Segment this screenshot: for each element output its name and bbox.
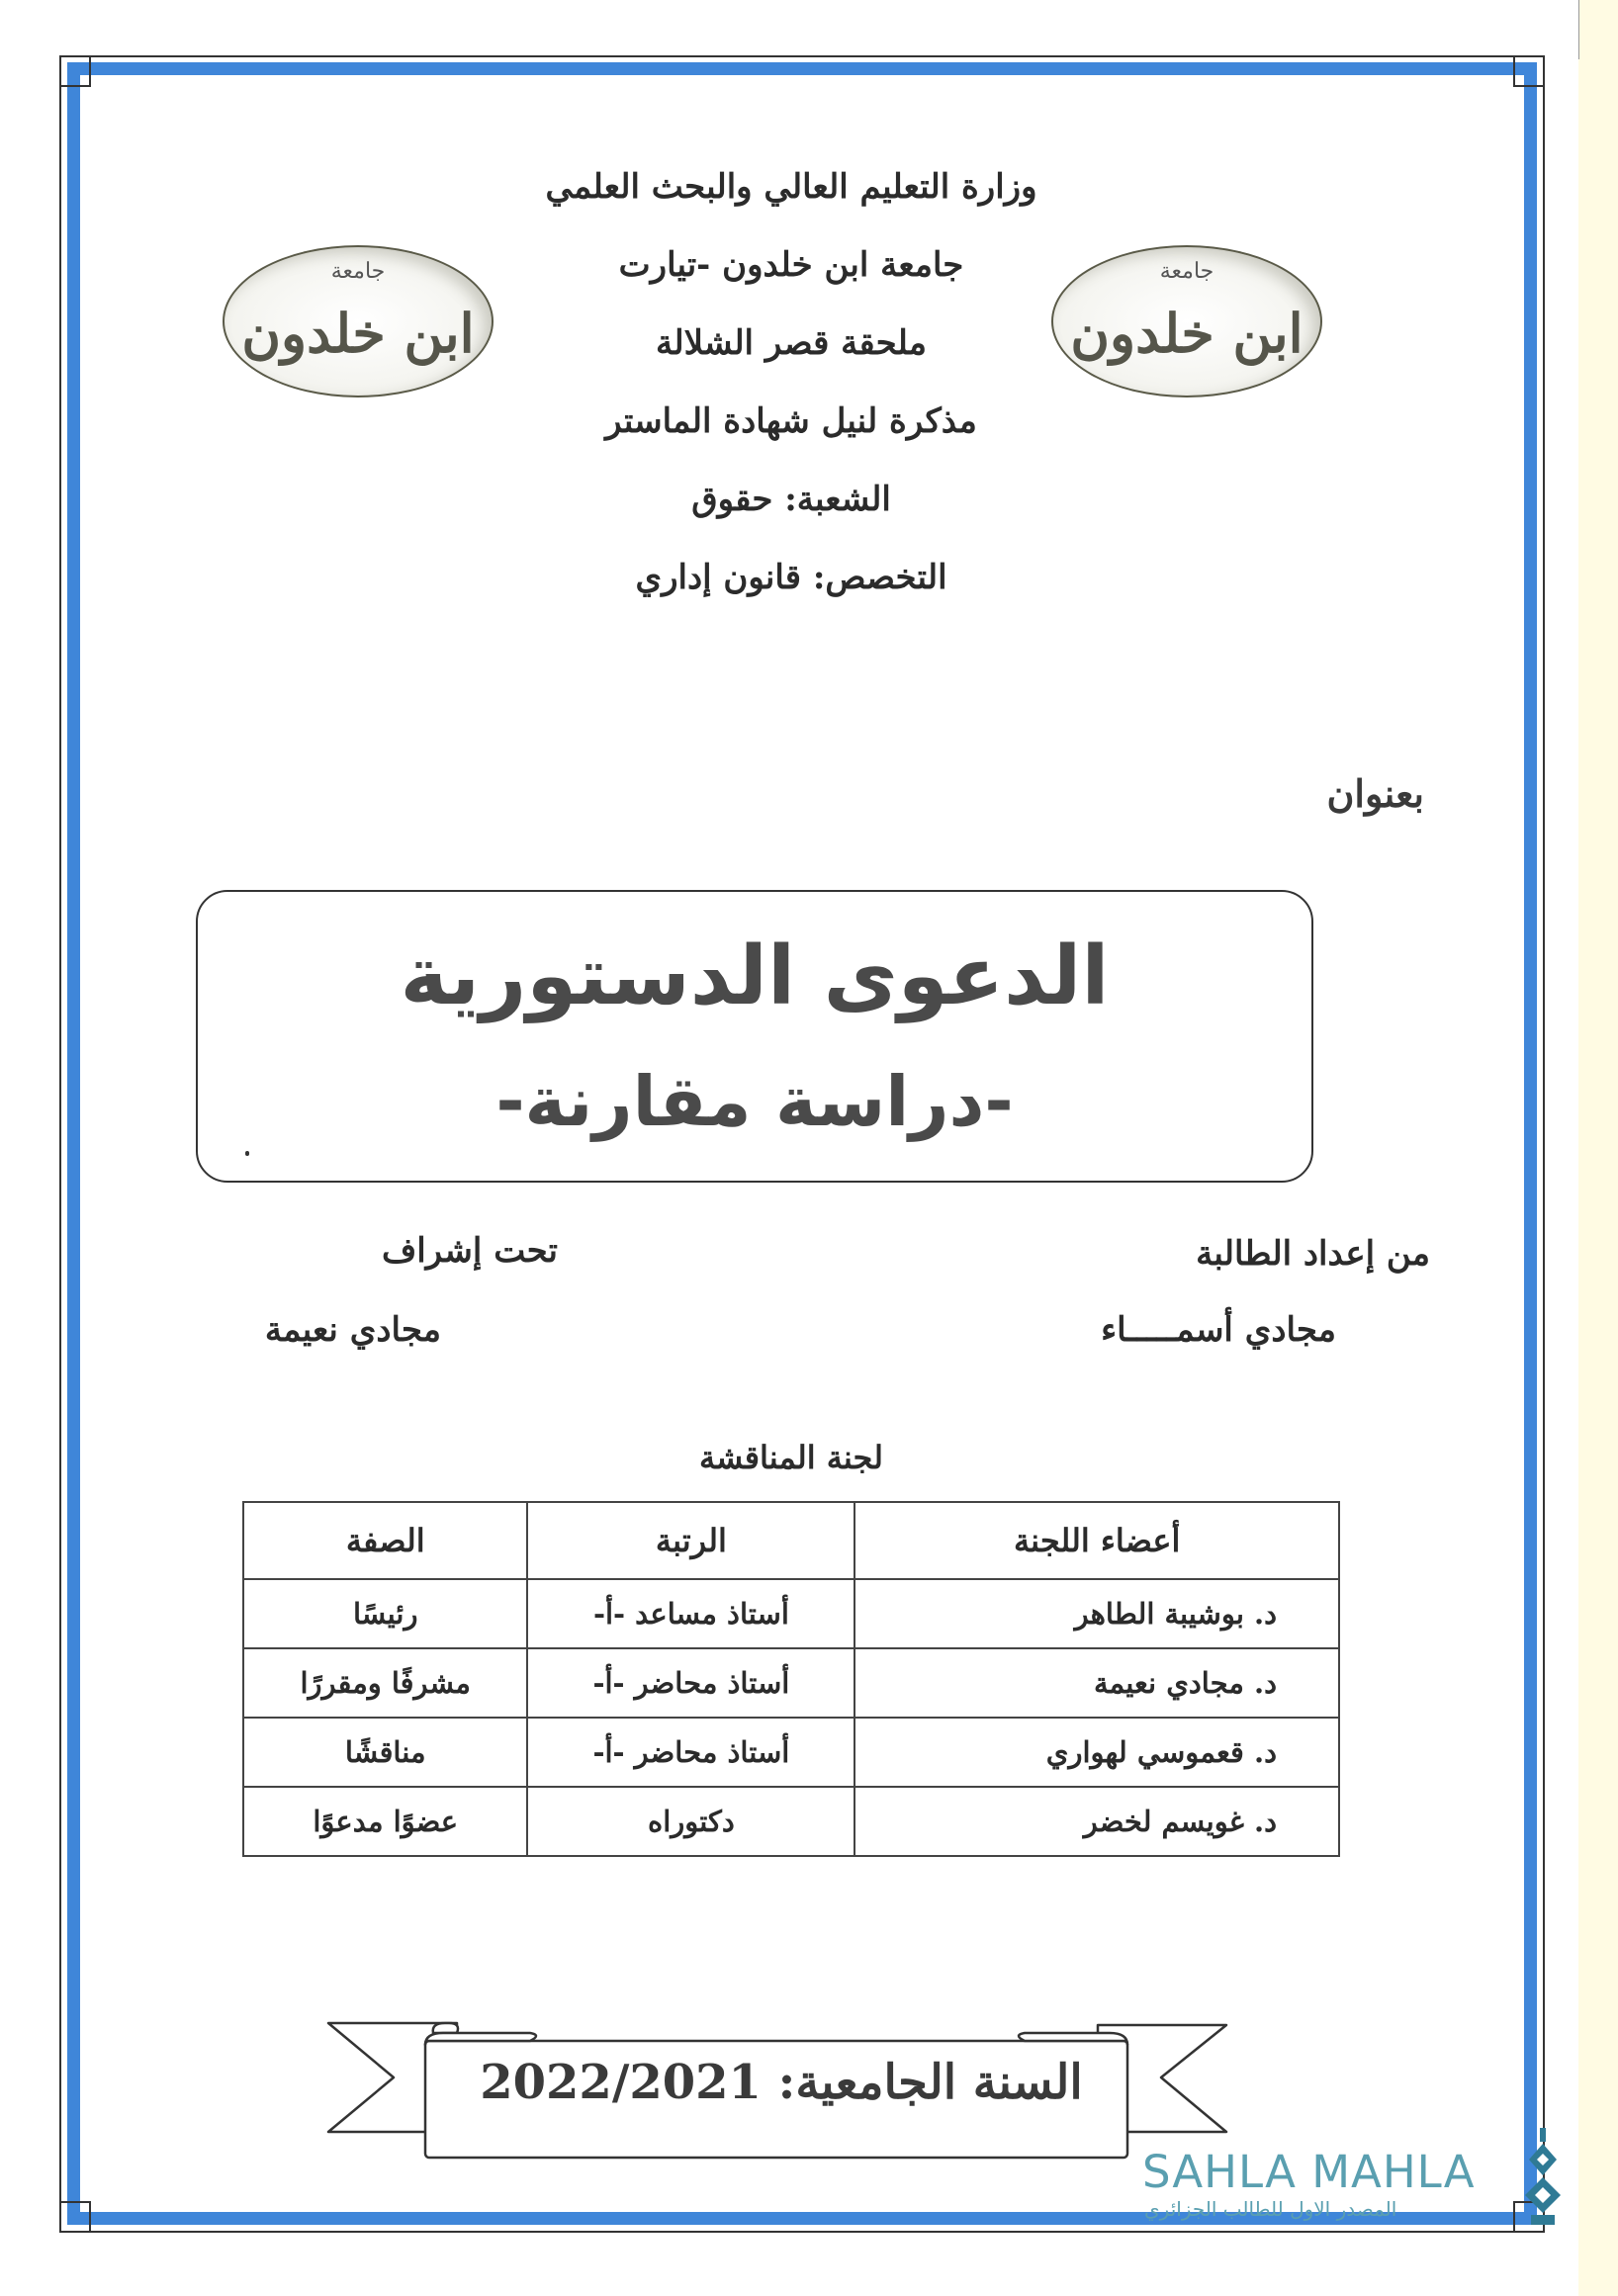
- member-role: مناقشًا: [243, 1718, 527, 1787]
- strip-rule: [1578, 0, 1579, 59]
- member-role: رئيسًا: [243, 1579, 527, 1648]
- watermark-title: SAHLA MAHLA: [1142, 2146, 1476, 2198]
- logo-top-text: جامعة: [330, 259, 386, 284]
- student-name: مجادي أسمـــــاء: [1101, 1310, 1336, 1350]
- member-rank: أستاذ محاضر -أ-: [527, 1648, 854, 1718]
- university-line: جامعة ابن خلدون -تيارت: [618, 245, 964, 285]
- table-row: [243, 1579, 1339, 1648]
- university-logo-right: [1051, 245, 1322, 397]
- watermark: [1142, 2146, 1558, 2225]
- watermark-subtitle: المصدر الاول للطالب الجزائري: [1144, 2197, 1397, 2221]
- member-name: د. غويسم لخضر: [854, 1787, 1339, 1856]
- member-name: د. مجادي نعيمة: [854, 1648, 1339, 1718]
- institution-header: [494, 148, 1088, 617]
- branch-line: الشعبة: حقوق: [691, 480, 891, 519]
- table-header-row: [243, 1502, 1339, 1579]
- frame-corner-top-left: [59, 55, 91, 87]
- member-role: عضوًا مدعوًا: [243, 1787, 527, 1856]
- logo-top-text: جامعة: [1159, 259, 1214, 284]
- side-strip: [1578, 0, 1618, 2296]
- thesis-subtitle: -دراسة مقارنة-: [495, 1061, 1014, 1142]
- column-header-rank: الرتبة: [527, 1502, 854, 1579]
- table-row: [243, 1648, 1339, 1718]
- table-row: [243, 1718, 1339, 1787]
- frame-corner-bottom-left: [59, 2201, 91, 2233]
- committee-title: لجنة المناقشة: [699, 1439, 883, 1476]
- member-rank: دكتوراه: [527, 1787, 854, 1856]
- university-logo-left: [223, 245, 494, 397]
- member-role: مشرفًا ومقررًا: [243, 1648, 527, 1718]
- frame-corner-top-right: [1513, 55, 1545, 87]
- member-rank: أستاذ محاضر -أ-: [527, 1718, 854, 1787]
- thesis-title-box: [196, 890, 1313, 1183]
- prepared-by-label: من إعداد الطالبة: [1196, 1234, 1430, 1274]
- supervisor-name: مجادي نعيمة: [264, 1310, 441, 1350]
- committee-table: [242, 1501, 1340, 1857]
- annex-line: ملحقة قصر الشلالة: [655, 323, 928, 363]
- column-header-role: الصفة: [243, 1502, 527, 1579]
- member-name: د. قعموسي لهواري: [854, 1718, 1339, 1787]
- supervision-label: تحت إشراف: [381, 1231, 558, 1271]
- member-name: د. بوشيبة الطاهر: [854, 1579, 1339, 1648]
- specialty-line: التخصص: قانون إداري: [635, 558, 947, 597]
- member-rank: أستاذ مساعد -أ-: [527, 1579, 854, 1648]
- speck-mark: [245, 1151, 249, 1156]
- logo-main-text: ابن خلدون: [241, 302, 475, 365]
- logo-main-text: ابن خلدون: [1070, 302, 1303, 365]
- watermark-logo-icon: [1523, 2126, 1563, 2235]
- table-row: [243, 1787, 1339, 1856]
- ministry-line: وزارة التعليم العالي والبحث العلمي: [545, 167, 1037, 207]
- degree-line: مذكرة لنيل شهادة الماستر: [605, 401, 977, 441]
- academic-year: السنة الجامعية: 2022/2021: [480, 2055, 1083, 2110]
- column-header-members: أعضاء اللجنة: [854, 1502, 1339, 1579]
- thesis-title: الدعوى الدستورية: [400, 929, 1110, 1023]
- title-label: بعنوان: [1326, 771, 1424, 816]
